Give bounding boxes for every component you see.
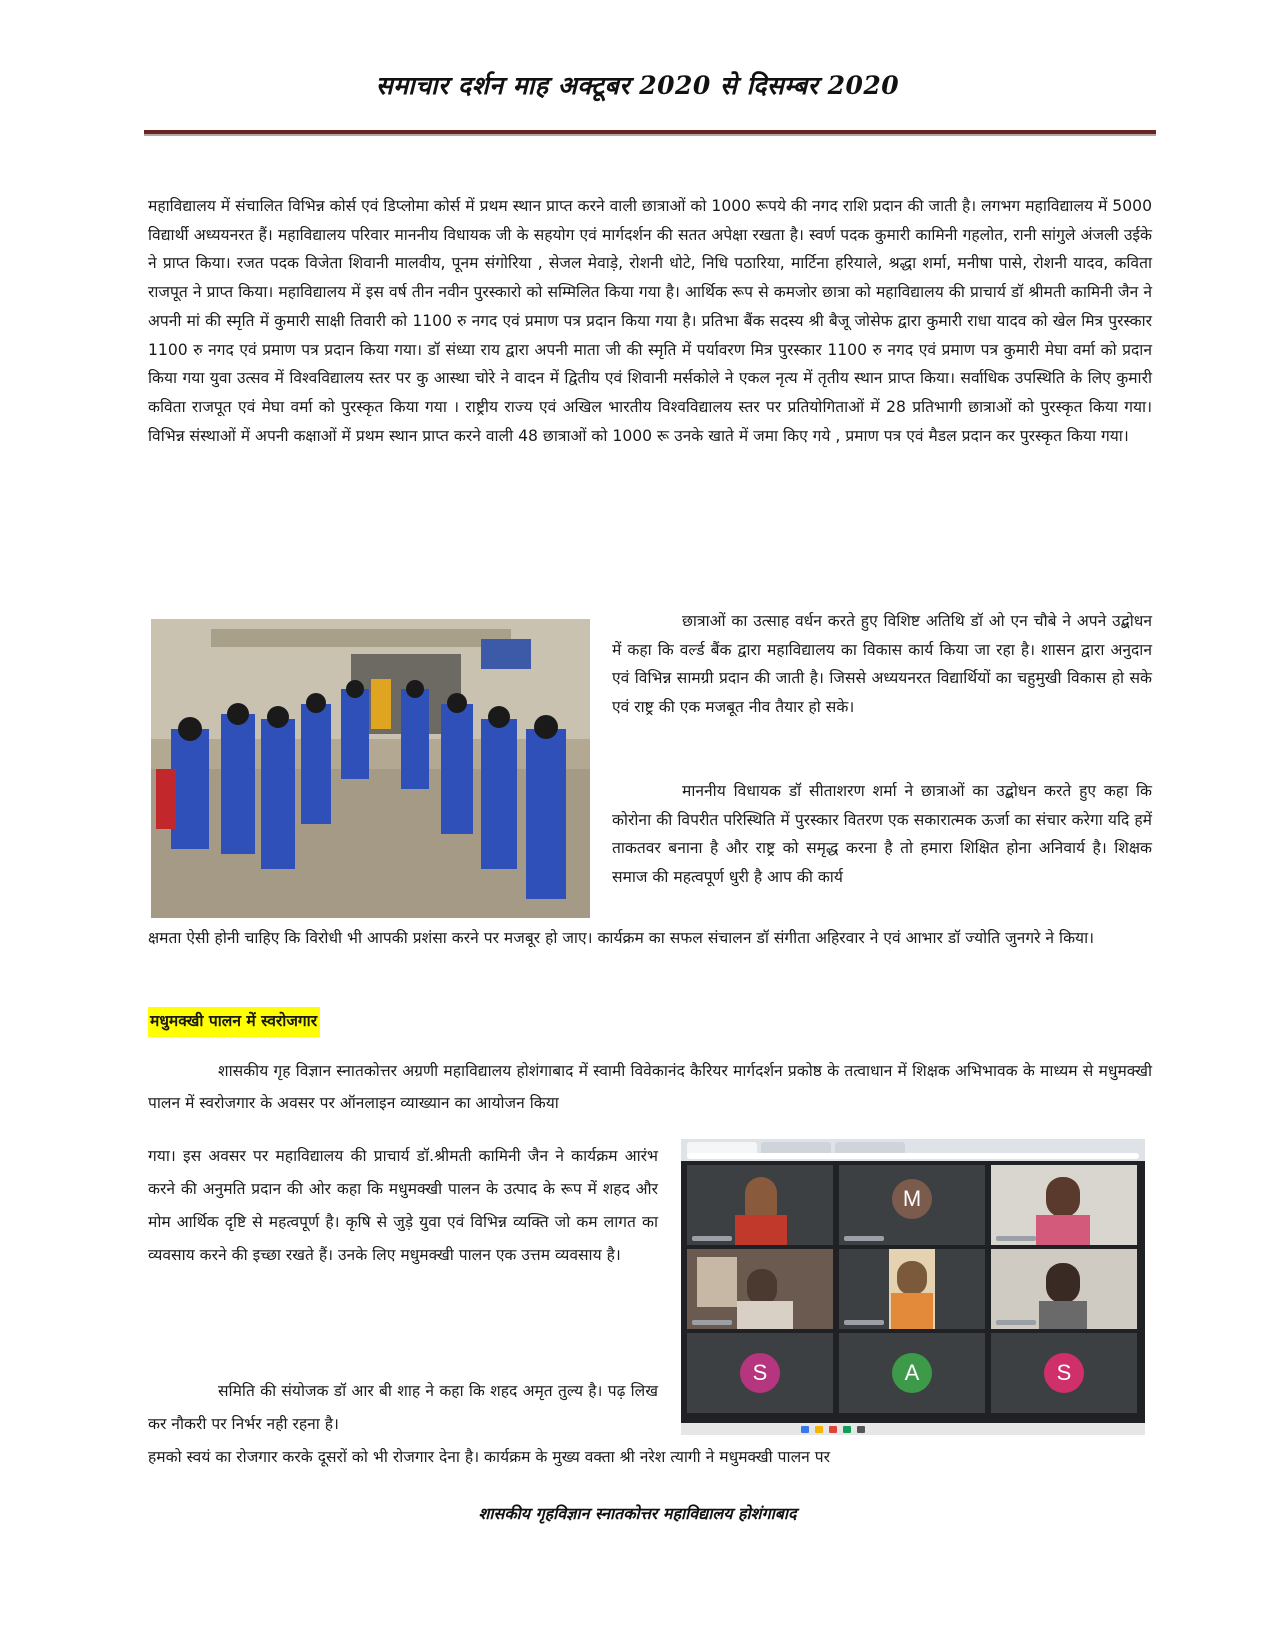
taskbar [681,1423,1145,1435]
participant-tile-5 [839,1249,985,1329]
participant-tile-6 [991,1249,1137,1329]
article-paragraph-mla [612,777,1152,891]
avatar: A [892,1353,932,1393]
mla-speech-text: माननीय विधायक डॉ सीताशरण शर्मा ने छात्राओं का उद्बोधन करते हुए कहा कि कोरोना की विपरीत परिस्थिति में पुरस्कार वितरण एक सकारात्मक ऊर्जा का संचार करेगा यदि हमें ताकतवर बनाना है और राष्ट्र को समृद्ध करना है तो हमारा शिक्षित होना अनिवार्य है। शिक्षक समाज की महत्वपूर्ण धुरी है आप की कार्य [612,782,1152,886]
article-paragraph-mla-continued: क्षमता ऐसी होनी चाहिए कि विरोधी भी आपकी प्रशंसा करने पर मजबूर हो जाए। कार्यक्रम का सफल संचालन डॉ संगीता अहिरवार ने एवं आभार डॉ ज्योति जुनगरे ने किया। [148,929,1095,947]
title-divider [144,130,1156,136]
participant-tile-1 [687,1165,833,1245]
article-paragraph-guest [612,607,1152,721]
participant-tile-2 [839,1165,985,1245]
article-paragraph-lecture [148,1055,1152,1119]
convener-speech-text: समिति की संयोजक डॉ आर बी शाह ने कहा कि शहद अमृत तुल्य है। पढ़ लिख कर नौकरी पर निर्भर नही रहना है। [148,1382,658,1433]
avatar: M [892,1179,932,1219]
participant-tile-3 [991,1165,1137,1245]
participant-tile-8 [839,1333,985,1413]
students-assembly-photo [151,619,590,918]
video-call-screenshot [681,1139,1145,1435]
article-paragraph-convener-continued: हमको स्वयं का रोजगार करके दूसरों को भी रोजगार देना है। कार्यक्रम के मुख्य वक्ता श्री नरेश त्यागी ने मधुमक्खी पालन पर [148,1448,830,1466]
participant-tile-7 [687,1333,833,1413]
participant-tile-9 [991,1333,1137,1413]
lecture-intro-text: शासकीय गृह विज्ञान स्नातकोत्तर अग्रणी महाविद्यालय होशंगाबाद में स्वामी विवेकानंद कैरियर मार्गदर्शन प्रकोष्ठ के तत्वाधान में शिक्षक अभिभावक के माध्यम से मधुमक्खी पालन में स्वरोजगार के अवसर पर ऑनलाइन व्याख्यान का आयोजन किया [148,1062,1152,1112]
page-title: समाचार दर्शन माह अक्टूबर 2020 से दिसम्बर 2020 [375,71,900,100]
browser-toolbar [681,1139,1145,1161]
page-footer: शासकीय गृहविज्ञान स्नातकोत्तर महाविद्यालय होशंगाबाद [478,1504,797,1523]
article-paragraph-principal: गया। इस अवसर पर महाविद्यालय की प्राचार्य डॉ.श्रीमती कामिनी जैन ने कार्यक्रम आरंभ करने की अनुमति प्रदान की ओर कहा कि मधुमक्खी पालन के उत्पाद के रूप में शहद और मोम आर्थिक दृष्टि से महत्वपूर्ण है। कृषि से जुड़े युवा एवं विभिन्न व्यक्ति जो कम लागत का व्यवसाय करने की इच्छा रखते हैं। उनके लिए मधुमक्खी पालन एक उत्तम व्यवसाय है। [148,1147,658,1264]
avatar: S [740,1353,780,1393]
section-heading: मधुमक्खी पालन में स्वरोजगार [148,1007,320,1037]
avatar: S [1044,1353,1084,1393]
guest-speech-text: छात्राओं का उत्साह वर्धन करते हुए विशिष्ट अतिथि डॉ ओ एन चौबे ने अपने उद्बोधन में कहा कि वर्ल्ड बैंक द्वारा महाविद्यालय का विकास कार्य किया जा रहा है। शासन द्वारा अनुदान एवं विभिन्न सामग्री प्रदान की जाती है। जिससे अध्ययनरत विद्यार्थियों का चहुमुखी विकास हो सके एवं राष्ट्र की एक मजबूत नीव तैयार हो सके। [612,612,1152,716]
participant-tile-4 [687,1249,833,1329]
article-paragraph-convener [148,1375,658,1441]
article-paragraph-awards: महाविद्यालय में संचालित विभिन्न कोर्स एवं डिप्लोमा कोर्स में प्रथम स्थान प्राप्त करने वाली छात्राओं को 1000 रूपये की नगद राशि प्रदान की जाती है। लगभग महाविद्यालय में 5000 विद्यार्थी अध्ययनरत हैं। महाविद्यालय परिवार माननीय विधायक जी के सहयोग एवं मार्गदर्शन की सतत अपेक्षा रखता है। स्वर्ण पदक कुमारी कामिनी गहलोत, रानी सांगुले अंजली उईके ने प्राप्त किया। रजत पदक विजेता शिवानी मालवीय, पूनम संगोरिया , सेजल मेवाड़े, रोशनी धोटे, निधि पठारिया, मार्टिना हरियाले, श्रद्धा शर्मा, मनीषा पासे, रोशनी यादव, कविता राजपूत ने प्राप्त किया। महाविद्यालय में इस वर्ष तीन नवीन पुरस्कारो को सम्मिलित किया गया है। आर्थिक रूप से कमजोर छात्रा को महाविद्यालय की प्राचार्य डॉ श्रीमती कामिनी जैन ने अपनी मां की स्मृति में कुमारी साक्षी तिवारी को 1100 रु नगद एवं प्रमाण पत्र प्रदान किया गया है। प्रतिभा बैंक सदस्य श्री बैजू जोसेफ द्वारा कुमारी राधा यादव को खेल मित्र पुरस्कार 1100 रु नगद एवं प्रमाण पत्र प्रदान किया गया। डॉ संध्या राय द्वारा अपनी माता जी की स्मृति में पर्यावरण मित्र पुरस्कार 1100 रु नगद एवं प्रमाण पत्र कुमारी मेघा वर्मा को प्रदान किया गया युवा उत्सव में विश्वविद्यालय स्तर पर कु आस्था चोरे ने वादन में द्वितीय एवं शिवानी मर्सकोले ने एकल नृत्य में तृतीय स्थान प्राप्त किया। सर्वाधिक उपस्थिति के लिए कुमारी कविता राजपूत एवं मेघा वर्मा को पुरस्कृत किया गया । राष्ट्रीय राज्य एवं अखिल भारतीय विश्वविद्यालय स्तर पर प्रतियोगिताओं में 28 प्रतिभागी छात्राओं को पुरस्कृत किया गया। विभिन्न संस्थाओं में अपनी कक्षाओं में प्रथम स्थान प्राप्त करने वाली 48 छात्राओं को 1000 रू उनके खाते में जमा किए गये , प्रमाण पत्र एवं मैडल प्रदान कर पुरस्कृत किया गया। [148,197,1152,445]
